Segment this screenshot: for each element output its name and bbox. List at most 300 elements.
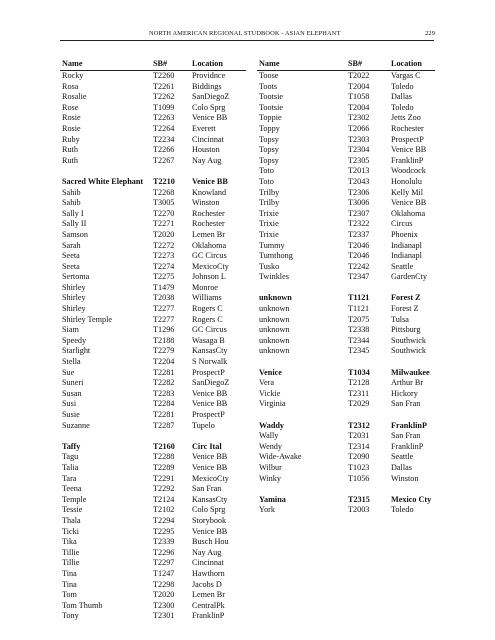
location: San Fran (192, 484, 222, 494)
studbook-number: T2013 (348, 166, 370, 176)
studbook-number: T2298 (153, 579, 175, 589)
left-header-rule (60, 70, 246, 71)
studbook-row (257, 431, 443, 442)
location: FranklinP (391, 441, 424, 451)
studbook-number: T2279 (153, 346, 175, 356)
location: KansasCty (192, 346, 228, 356)
studbook-number: T2288 (153, 452, 175, 462)
studbook-number: T2267 (153, 155, 175, 165)
elephant-name: Talia (62, 462, 79, 472)
studbook-row (60, 357, 246, 368)
location: Indianapl (391, 240, 422, 250)
elephant-name: Wilbur (259, 462, 282, 472)
elephant-name: Tillie (62, 547, 80, 557)
elephant-name: Wally (259, 431, 279, 441)
elephant-name: Tagu (62, 452, 79, 462)
studbook-row (257, 209, 443, 220)
location: Seattle (391, 261, 414, 271)
elephant-name: Tumthong (259, 251, 293, 261)
location: Jacobs D (192, 579, 222, 589)
studbook-number: T2003 (348, 505, 370, 515)
elephant-name: Stella (62, 357, 81, 367)
elephant-name: Topsy (259, 134, 279, 144)
studbook-number: T2296 (153, 547, 175, 557)
location: Southwick (391, 346, 427, 356)
location: Lemen Br (192, 590, 225, 600)
location: S Norwalk (192, 357, 228, 367)
studbook-number: T2272 (153, 240, 175, 250)
studbook-row (60, 548, 246, 559)
studbook-row (60, 516, 246, 527)
elephant-name: Temple (62, 494, 87, 504)
location: Biddings (192, 81, 222, 91)
location: Seattle (391, 452, 414, 462)
elephant-name: Samson (62, 229, 88, 239)
location: Colo Sprg (192, 505, 226, 515)
name-header: Name (62, 59, 83, 68)
studbook-number: T2234 (153, 134, 175, 144)
studbook-row (257, 145, 443, 156)
studbook-row (60, 272, 246, 283)
studbook-row (60, 262, 246, 273)
studbook-number: T2263 (153, 113, 175, 123)
location: CentralPk (192, 600, 225, 610)
studbook-row (60, 452, 246, 463)
studbook-number: T1479 (153, 282, 175, 292)
studbook-number: T2270 (153, 208, 175, 218)
studbook-row (60, 601, 246, 612)
studbook-number: T2345 (348, 346, 370, 356)
location: Venice BB (192, 113, 228, 123)
elephant-name: Twinkles (259, 272, 289, 282)
location: Toledo (391, 102, 414, 112)
studbook-row (257, 474, 443, 485)
studbook-number: T2312 (348, 420, 370, 430)
studbook-number: T2260 (153, 71, 175, 80)
location: GC Circus (192, 251, 227, 261)
elephant-name: Shirley (62, 293, 86, 303)
studbook-row (257, 198, 443, 209)
location: Oklahoma (391, 208, 426, 218)
location-header: Location (391, 59, 422, 68)
location: ProspectP (391, 134, 424, 144)
header-title: NORTH AMERICAN REGIONAL STUDBOOK - ASIAN ELEPHANT (149, 30, 341, 37)
studbook-number: T2274 (153, 261, 175, 271)
elephant-name: Shirley (62, 282, 86, 292)
location: Winston (391, 473, 419, 483)
location: Rogers C (192, 304, 223, 314)
location: Hickory (391, 388, 418, 398)
location: Phoenix (391, 229, 418, 239)
studbook-row (60, 283, 246, 294)
elephant-name: Tootsie (259, 102, 283, 112)
studbook-row (60, 71, 246, 82)
elephant-name: Tillie (62, 558, 80, 568)
location: Toledo (391, 81, 414, 91)
studbook-row (257, 442, 443, 453)
location: Toledo (391, 505, 414, 515)
location: Honolulu (391, 176, 422, 186)
location: Colo Sprg (192, 102, 226, 112)
location: GC Circus (192, 325, 227, 335)
studbook-number: T2031 (348, 431, 370, 441)
location: Venice BB (192, 526, 228, 536)
studbook-number: T2004 (348, 81, 370, 91)
location: FranklinP (192, 611, 225, 621)
studbook-number: T1034 (348, 367, 370, 377)
studbook-row (60, 209, 246, 220)
location: Venice BB (192, 452, 228, 462)
studbook-number: T2304 (348, 145, 370, 155)
elephant-name: Trilby (259, 187, 280, 197)
location: Storybook (192, 515, 227, 525)
elephant-name: Suzanne (62, 420, 90, 430)
studbook-row (60, 463, 246, 474)
studbook-number: T2075 (348, 314, 370, 324)
studbook-number: T2160 (153, 441, 175, 451)
studbook-row (60, 92, 246, 103)
studbook-row (60, 124, 246, 135)
elephant-name: Rocky (62, 71, 84, 80)
elephant-name: Ruby (62, 134, 80, 144)
left-rows (60, 71, 246, 622)
studbook-number: T2210 (153, 176, 175, 186)
studbook-number: T2275 (153, 272, 175, 282)
studbook-number: T2281 (153, 410, 175, 419)
elephant-name: Seeta (62, 251, 80, 261)
location: Johnson L (192, 272, 226, 282)
studbook-number: T2022 (348, 71, 370, 80)
studbook-number: T2038 (153, 293, 175, 303)
elephant-name: Susan (62, 388, 82, 398)
location: Forest Z (391, 304, 419, 314)
studbook-number: T2322 (348, 219, 370, 229)
location: GardenCty (391, 272, 427, 282)
studbook-row (257, 463, 443, 474)
studbook-row (60, 484, 246, 495)
elephant-name: Virginia (259, 399, 286, 409)
studbook-row (257, 251, 443, 262)
row-spacer (60, 431, 246, 442)
studbook-number: T2128 (348, 378, 370, 388)
studbook-row (257, 304, 443, 315)
elephant-name: unknown (259, 304, 290, 314)
studbook-row (60, 527, 246, 538)
studbook-number: T2283 (153, 388, 175, 398)
elephant-name: Wide-Awake (259, 452, 302, 462)
studbook-number: T1121 (348, 304, 370, 314)
elephant-name: Toppie (259, 113, 282, 123)
location: Tupelo (192, 420, 215, 430)
studbook-row (60, 325, 246, 336)
elephant-name: Tummy (259, 240, 285, 250)
studbook-row (257, 82, 443, 93)
studbook-row (60, 188, 246, 199)
studbook-row (60, 537, 246, 548)
location: Tulsa (391, 314, 409, 324)
right-header-rule (257, 70, 435, 71)
location: Nay Aug (192, 155, 222, 165)
elephant-name: Trixie (259, 229, 279, 239)
location: Winston (192, 198, 220, 208)
studbook-row (60, 495, 246, 506)
studbook-row (257, 389, 443, 400)
studbook-row (60, 505, 246, 516)
studbook-row (257, 166, 443, 177)
studbook-number: T2305 (348, 155, 370, 165)
studbook-number: T2046 (348, 240, 370, 250)
studbook-row (60, 569, 246, 580)
studbook-row (257, 272, 443, 283)
location: SanDiegoZ (192, 378, 230, 388)
sb-header: SB# (348, 59, 363, 68)
elephant-name: unknown (259, 314, 290, 324)
studbook-row (60, 135, 246, 146)
studbook-row (257, 92, 443, 103)
studbook-row (257, 421, 443, 432)
elephant-name: Susi (62, 399, 77, 409)
elephant-name: Sally II (62, 219, 87, 229)
studbook-number: T2262 (153, 92, 175, 102)
location: Dallas (391, 92, 412, 102)
location: ProspectP (192, 410, 225, 419)
elephant-name: Sue (62, 367, 75, 377)
location: SanDiegoZ (192, 92, 230, 102)
elephant-name: Tootsie (259, 92, 283, 102)
studbook-row (60, 241, 246, 252)
studbook-number: T2029 (348, 399, 370, 409)
studbook-number: T2287 (153, 420, 175, 430)
studbook-row (257, 103, 443, 114)
elephant-name: Teena (62, 484, 82, 494)
studbook-number: T2242 (348, 261, 370, 271)
studbook-number: T2337 (348, 229, 370, 239)
studbook-row (60, 399, 246, 410)
location: Venice BB (391, 198, 427, 208)
studbook-row (60, 177, 246, 188)
elephant-name: Taffy (62, 441, 81, 451)
studbook-number: T2043 (348, 176, 370, 186)
location: Indianapl (391, 251, 422, 261)
elephant-name: Topsy (259, 155, 279, 165)
elephant-name: Tessie (62, 505, 83, 515)
location: Circ Ital (192, 441, 222, 451)
studbook-number: T2102 (153, 505, 175, 515)
studbook-number: T2301 (153, 611, 175, 621)
studbook-number: T2292 (153, 484, 175, 494)
studbook-row (60, 145, 246, 156)
elephant-name: Susie (62, 410, 80, 419)
elephant-name: unknown (259, 346, 290, 356)
location: Forest Z (391, 293, 421, 303)
location: Oklahoma (192, 240, 227, 250)
studbook-number: T3005 (153, 198, 175, 208)
studbook-row (60, 474, 246, 485)
location: Milwaukee (391, 367, 430, 377)
studbook-row (257, 346, 443, 357)
studbook-row (257, 241, 443, 252)
studbook-number: T2271 (153, 219, 175, 229)
location: Rochester (192, 219, 225, 229)
location: Everett (192, 123, 216, 133)
studbook-number: T2338 (348, 325, 370, 335)
studbook-number: T2311 (348, 388, 370, 398)
studbook-row (257, 135, 443, 146)
studbook-row (257, 71, 443, 82)
elephant-name: Ruth (62, 145, 78, 155)
studbook-number: T2339 (153, 537, 175, 547)
studbook-row (257, 124, 443, 135)
location: Woodcock (391, 166, 426, 176)
location: Rochester (391, 123, 424, 133)
elephant-name: Starlight (62, 346, 91, 356)
elephant-name: Shirley (62, 304, 86, 314)
elephant-name: Tony (62, 611, 79, 621)
studbook-row (60, 113, 246, 124)
location: Wasaga B (192, 335, 225, 345)
elephant-name: Winky (259, 473, 281, 483)
elephant-name: Sahib (62, 198, 81, 208)
studbook-number: T2315 (348, 494, 370, 504)
location: Rogers C (192, 314, 223, 324)
studbook-row (257, 177, 443, 188)
elephant-name: Speedy (62, 335, 87, 345)
studbook-number: T1023 (348, 462, 370, 472)
studbook-row (60, 442, 246, 453)
studbook-row (60, 410, 246, 421)
location: Venice BB (192, 399, 228, 409)
studbook-number: T2344 (348, 335, 370, 345)
studbook-number: T2307 (348, 208, 370, 218)
studbook-row (257, 336, 443, 347)
location: Knowland (192, 187, 227, 197)
elephant-name: Trixie (259, 208, 279, 218)
location: Monroe (192, 282, 218, 292)
elephant-name: Toppy (259, 123, 280, 133)
elephant-name: Ticki (62, 526, 79, 536)
location: Cincinnat (192, 558, 224, 568)
elephant-name: unknown (259, 293, 292, 303)
elephant-name: York (259, 505, 276, 515)
studbook-row (60, 198, 246, 209)
location: Houston (192, 145, 220, 155)
elephant-name: Rosalie (62, 92, 87, 102)
location: Jetts Zoo (391, 113, 421, 123)
studbook-row (60, 336, 246, 347)
location: Rochester (192, 208, 225, 218)
elephant-name: Tom (62, 590, 77, 600)
elephant-name: Sacred White Elephant (62, 176, 144, 186)
location: Arthur Br (391, 378, 424, 388)
location: Busch Hou (192, 537, 229, 547)
elephant-name: Tina (62, 568, 77, 578)
location: MexicoCty (192, 473, 229, 483)
studbook-number: T2291 (153, 473, 175, 483)
location: Circus (391, 219, 413, 229)
elephant-name: Tusko (259, 261, 280, 271)
location: Venice BB (391, 145, 427, 155)
studbook-number: T2347 (348, 272, 370, 282)
row-spacer (257, 410, 443, 421)
studbook-number: T1099 (153, 102, 175, 112)
studbook-row (60, 590, 246, 601)
studbook-number: T2277 (153, 304, 175, 314)
elephant-name: Topsy (259, 145, 279, 155)
elephant-name: Toto (259, 166, 274, 176)
studbook-number: T2204 (153, 357, 175, 367)
elephant-name: Suneri (62, 378, 84, 388)
location: Mexico Cty (391, 494, 432, 504)
elephant-name: Rosie (62, 123, 81, 133)
studbook-number: T2273 (153, 251, 175, 261)
location: Hawthorn (192, 568, 225, 578)
elephant-name: Thala (62, 515, 81, 525)
studbook-row (257, 452, 443, 463)
studbook-number: T2266 (153, 145, 175, 155)
right-rows (257, 71, 443, 516)
studbook-row (257, 188, 443, 199)
elephant-name: Seeta (62, 261, 80, 271)
studbook-number: T2295 (153, 526, 175, 536)
location: Pittsburg (391, 325, 421, 335)
location: FranklinP (391, 155, 424, 165)
studbook-number: T2289 (153, 462, 175, 472)
right-column (257, 59, 443, 516)
location: Williams (192, 293, 222, 303)
studbook-row (60, 389, 246, 400)
studbook-row (60, 580, 246, 591)
studbook-number: T2282 (153, 378, 175, 388)
studbook-row (257, 293, 443, 304)
studbook-row (257, 325, 443, 336)
elephant-name: Tina (62, 579, 77, 589)
row-spacer (257, 357, 443, 368)
page-number: 229 (425, 30, 435, 37)
studbook-number: T2281 (153, 367, 175, 377)
studbook-row (60, 346, 246, 357)
studbook-number: T2303 (348, 134, 370, 144)
location: Lemen Br (192, 229, 225, 239)
elephant-name: Siam (62, 325, 79, 335)
studbook-number: T2004 (348, 102, 370, 112)
studbook-row (257, 368, 443, 379)
elephant-name: Toto (259, 176, 274, 186)
left-column (60, 59, 246, 622)
studbook-number: T2294 (153, 515, 175, 525)
studbook-row (257, 378, 443, 389)
elephant-name: Sahib (62, 187, 81, 197)
studbook-number: T2066 (348, 123, 370, 133)
studbook-row (60, 421, 246, 432)
studbook-row (60, 368, 246, 379)
elephant-name: Vickie (259, 388, 281, 398)
elephant-name: Tom Thumb (62, 600, 103, 610)
studbook-number: T2261 (153, 81, 175, 91)
studbook-row (60, 315, 246, 326)
location: Southwick (391, 335, 427, 345)
row-spacer (257, 283, 443, 294)
elephant-name: Sertoma (62, 272, 90, 282)
location: Cincinnat (192, 134, 224, 144)
elephant-name: Venice (259, 367, 282, 377)
studbook-row (60, 304, 246, 315)
elephant-name: Tika (62, 537, 77, 547)
elephant-name: Waddy (259, 420, 285, 430)
header-rule (60, 40, 434, 41)
elephant-name: unknown (259, 325, 290, 335)
location: Venice BB (192, 388, 228, 398)
location: San Fran (391, 431, 421, 441)
